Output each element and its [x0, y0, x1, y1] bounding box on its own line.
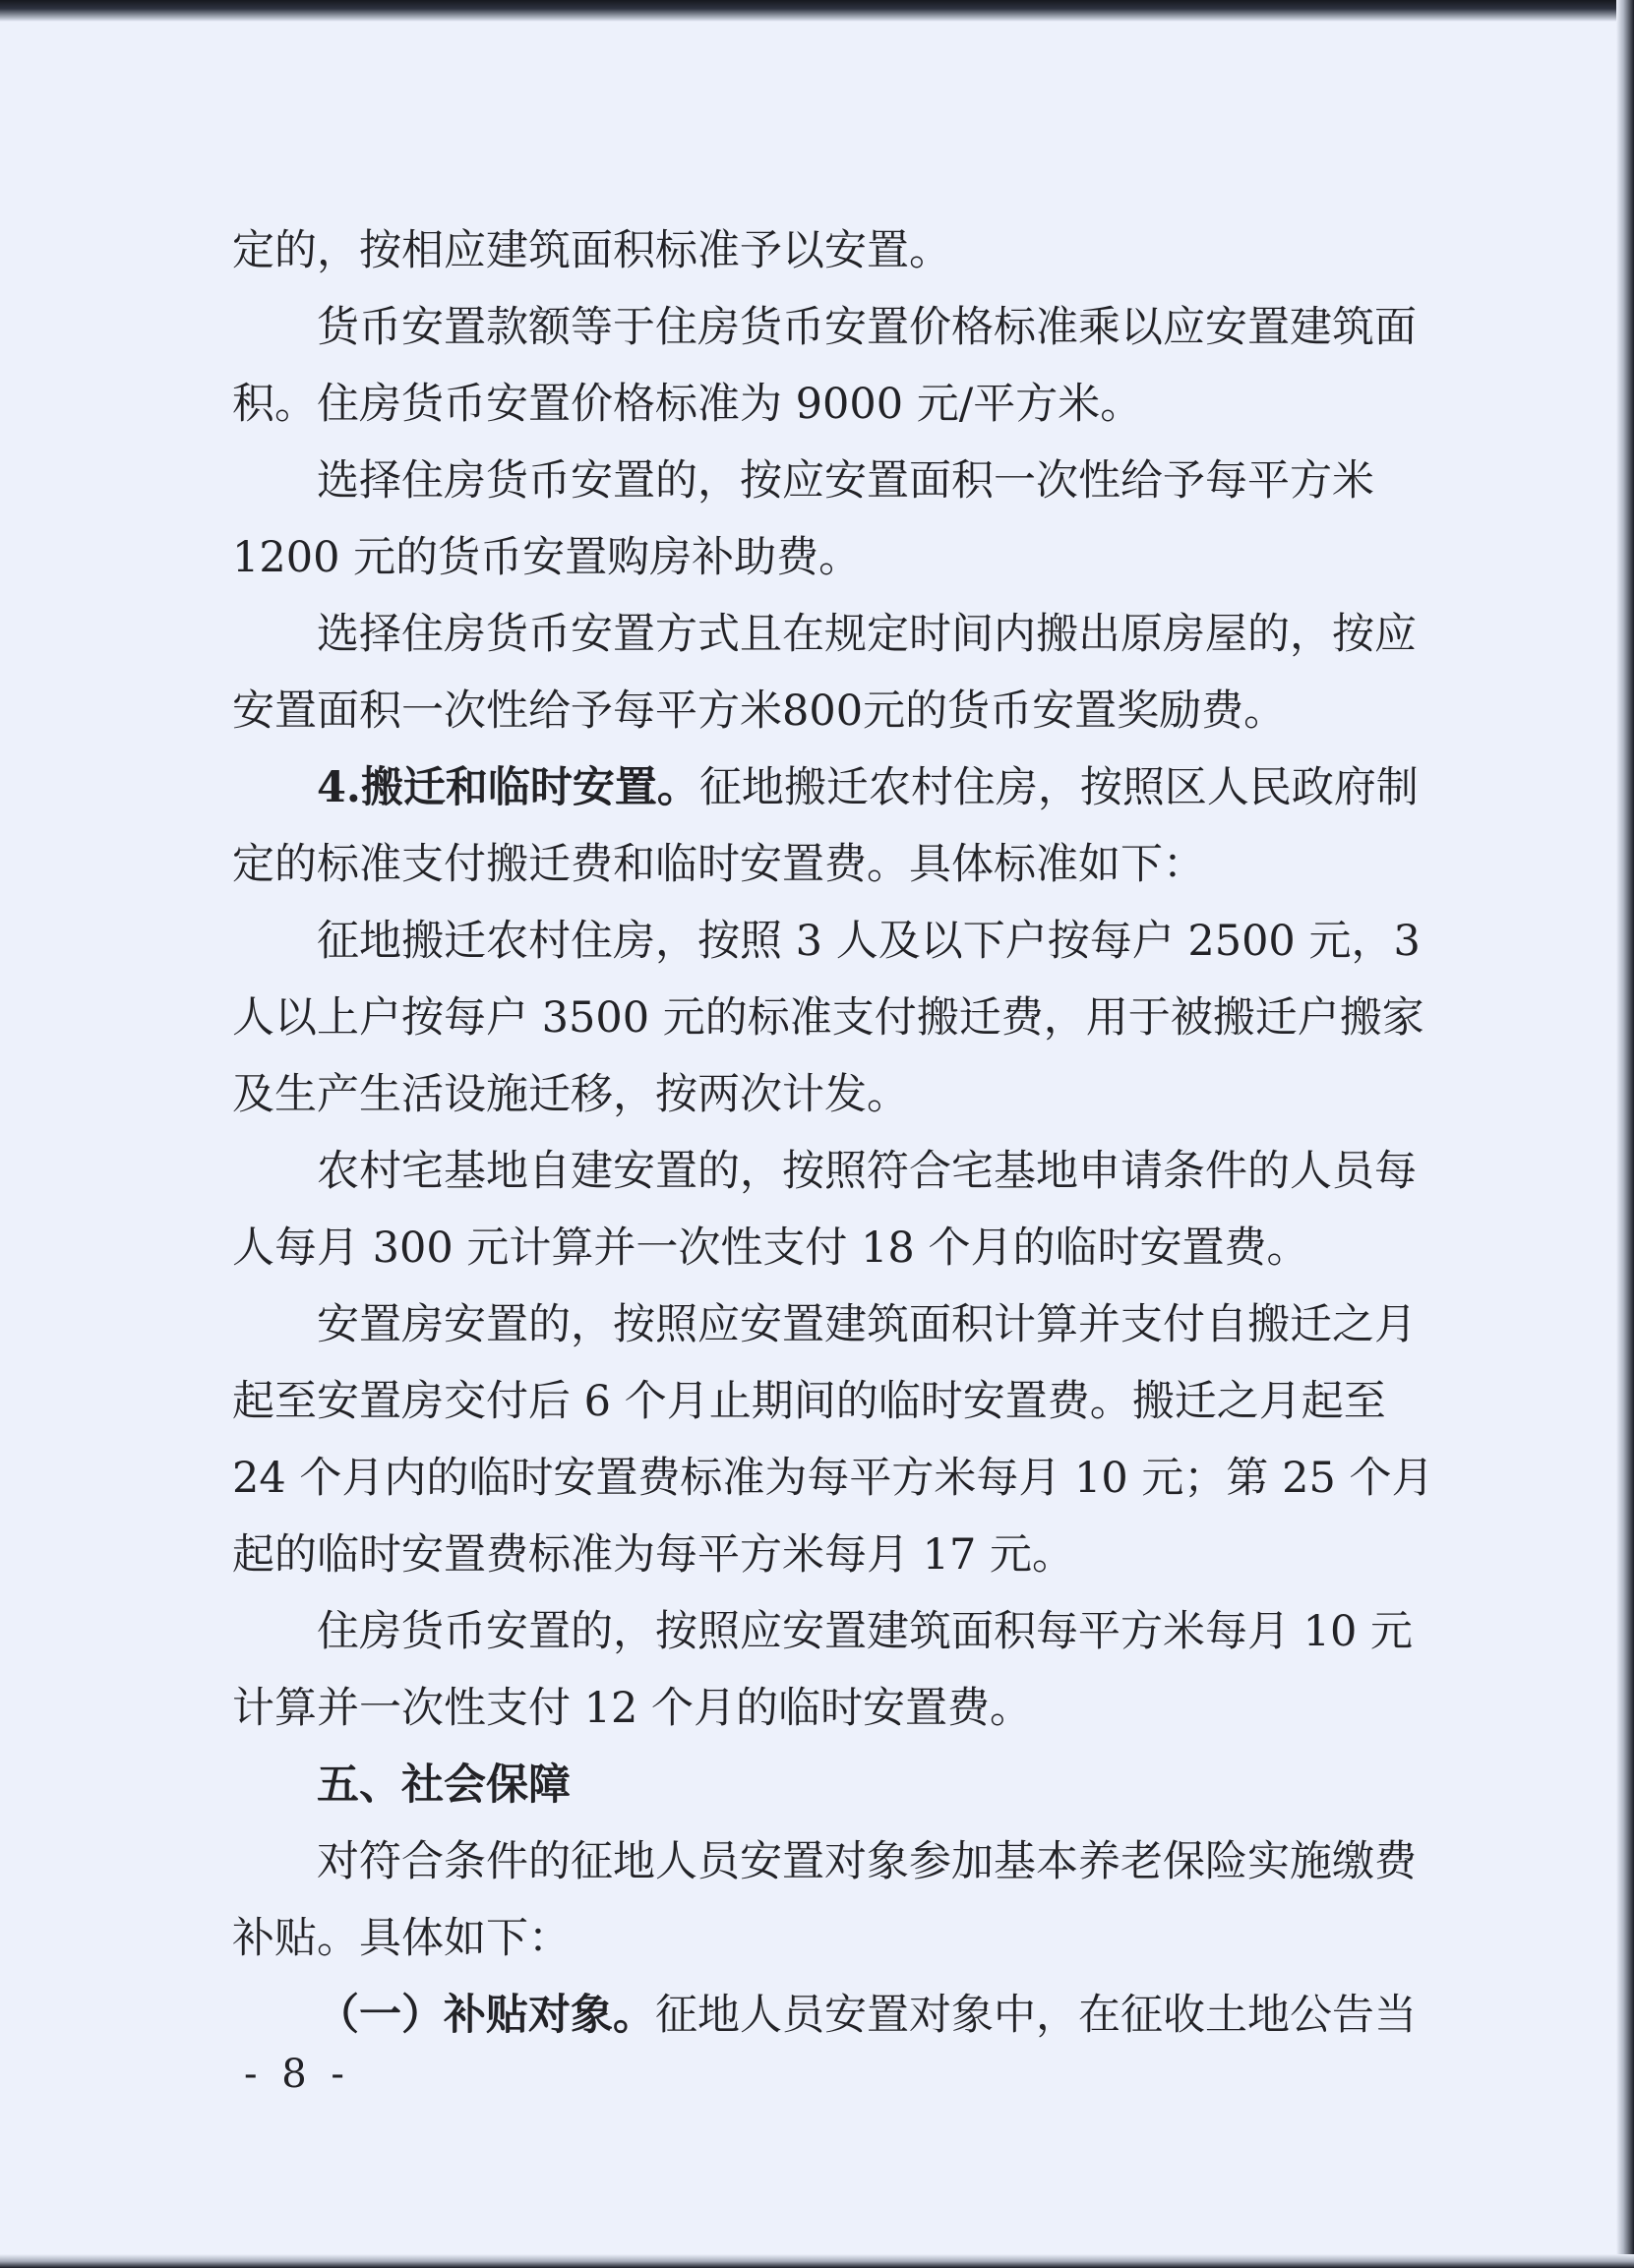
page-number: - 8 -	[244, 2052, 350, 2097]
paragraph-continuation: 定的，按相应建筑面积标准予以安置。	[232, 226, 951, 275]
paragraph-currency-temporary: 住房货币安置的，按照应安置建筑面积每平方米每月 10 元计算并一次性支付 12 个月的临时安置费。	[232, 1607, 1414, 1733]
section-4-title: 4.搬迁和临时安置。	[317, 763, 699, 812]
paragraph-reward-fee: 选择住房货币安置方式且在规定时间内搬出原房屋的，按应安置面积一次性给予每平方米800元的货币安置奖励费。	[232, 610, 1417, 736]
paragraph-purchase-subsidy: 选择住房货币安置的，按应安置面积一次性给予每平方米1200 元的货币安置购房补助费。	[232, 456, 1374, 582]
paragraph-subsidy-target	[232, 1977, 1437, 2054]
scan-edge-top	[0, 0, 1634, 22]
section-heading-social-security: 五、社会保障	[317, 1761, 571, 1810]
paragraph-housing-placement: 安置房安置的，按照应安置建筑面积计算并支付自搬迁之月起至安置房交付后 6 个月止期间的临时安置费。搬迁之月起至 24 个月内的临时安置费标准为每平方米每月 10 元；第 25 个月起的临时安置费标准为每平方米每月 17 元。	[232, 1300, 1434, 1580]
scan-edge-right	[1616, 0, 1634, 2268]
paragraph-currency-amount: 货币安置款额等于住房货币安置价格标准乘以应安置建筑面积。住房货币安置价格标准为 9000 元/平方米。	[232, 303, 1417, 429]
paragraph-homestead: 农村宅基地自建安置的，按照符合宅基地申请条件的人员每人每月 300 元计算并一次性支付 18 个月的临时安置费。	[232, 1147, 1417, 1273]
subsection-1-body: 征地人员安置对象中，在征收土地公告当	[655, 1991, 1417, 2040]
paragraph-relocation-fee: 征地搬迁农村住房，按照 3 人及以下户按每户 2500 元，3 人以上户按每户 3500 元的标准支付搬迁费，用于被搬迁户搬家及生产生活设施迁移，按两次计发。	[232, 917, 1424, 1119]
scan-edge-bottom	[0, 2254, 1634, 2268]
paragraph-social-security: 对符合条件的征地人员安置对象参加基本养老保险实施缴费补贴。具体如下：	[232, 1837, 1417, 1963]
subsection-1-title: （一）补贴对象。	[317, 1991, 655, 2040]
paragraph-relocation	[232, 749, 1437, 903]
section-4-body: 征地搬迁农村住房，按照区人民政府制定的标准支付搬迁费和临时安置费。具体标准如下：	[232, 763, 1419, 889]
